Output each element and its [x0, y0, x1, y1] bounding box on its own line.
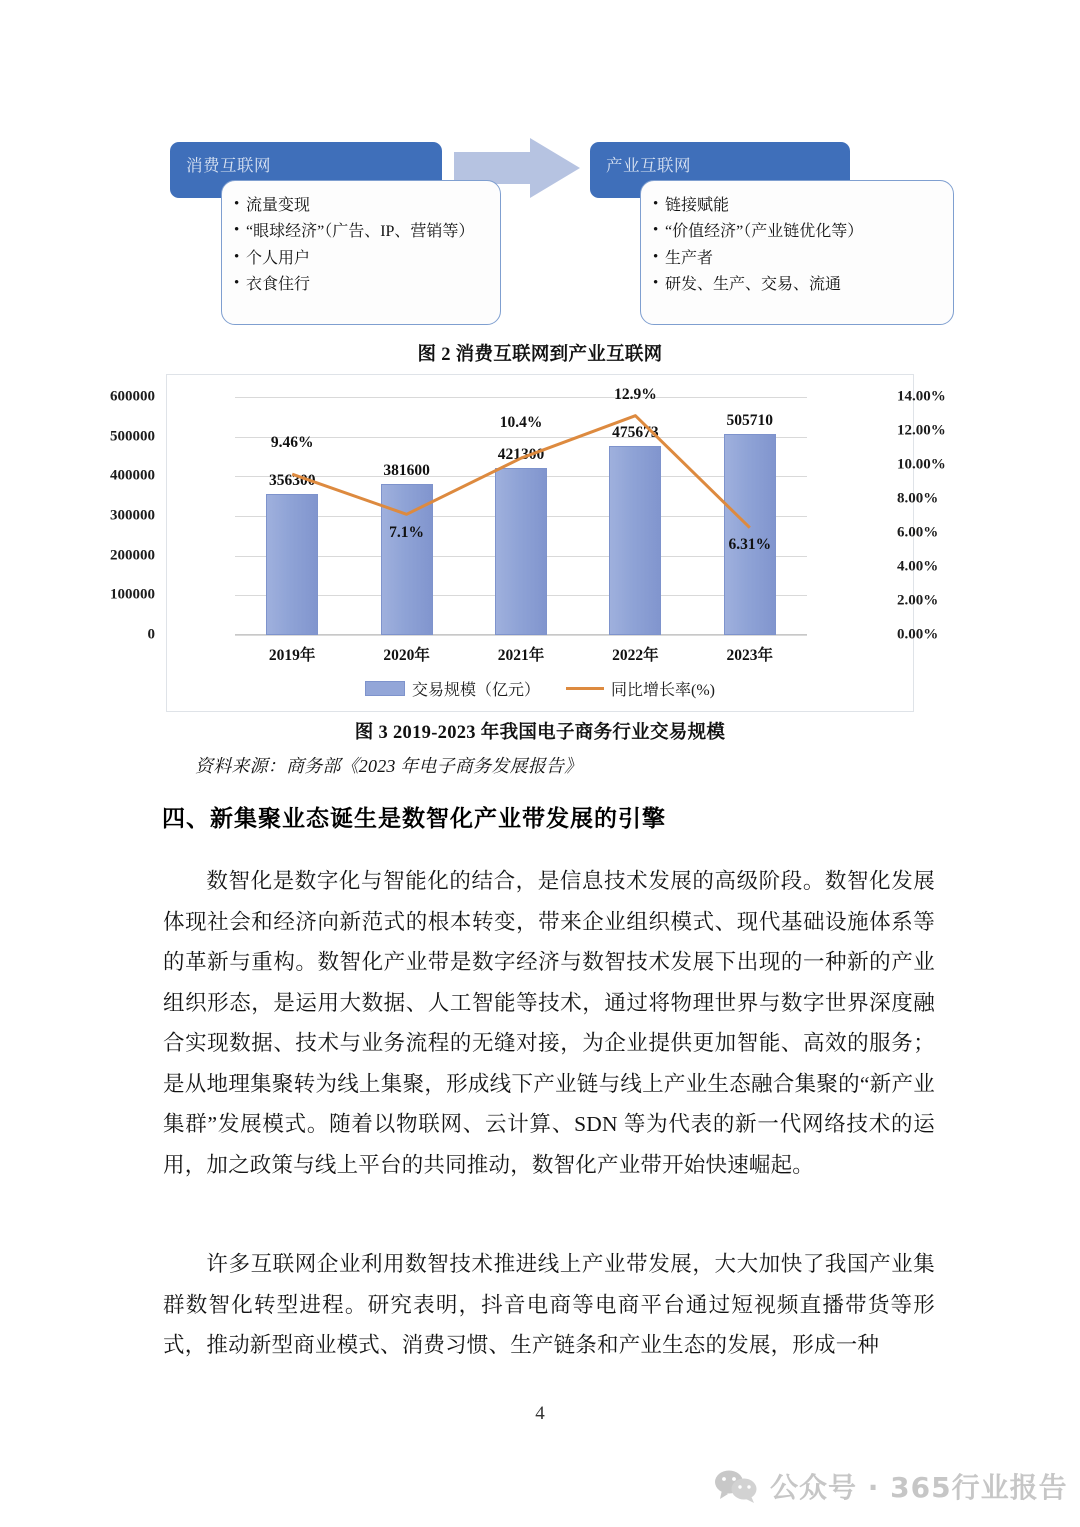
chart-line-value-label: 9.46% — [270, 434, 314, 452]
chart-y2-tick: 0.00% — [897, 626, 939, 643]
list-item: • “价值经济”（产业链优化等） — [651, 220, 945, 244]
legend-item-bar — [365, 677, 540, 700]
chart-y2-tick: 12.00% — [897, 422, 946, 439]
chart-y2-tick: 14.00% — [897, 388, 946, 405]
chart-x-tick: 2020年 — [383, 647, 430, 664]
chart-bar-value-label: 356300 — [268, 471, 316, 489]
chart-x-tick: 2022年 — [612, 647, 659, 664]
diagram-right-header-label: 产业互联网 — [606, 157, 691, 175]
body-paragraph-1 — [163, 861, 935, 1185]
chart-y2-tick: 4.00% — [897, 558, 939, 575]
figure-3-chart — [110, 374, 946, 712]
chart-bar-value-label: 421300 — [497, 445, 545, 463]
figure-2-caption: 图 2 消费互联网到产业互联网 — [417, 345, 663, 365]
chart-bar-value-label: 505710 — [726, 412, 774, 430]
legend-swatch-bar-icon — [365, 681, 405, 696]
list-item: • 个人用户 — [232, 247, 492, 271]
chart-bar-value-label: 475673 — [612, 424, 659, 442]
chart-y-tick: 200000 — [110, 547, 155, 564]
legend-item-line — [566, 677, 715, 700]
paragraph-text: 数智化是数字化与智能化的结合，是信息技术发展的高级阶段。数智化发展体现社会和经济向新范式的根本转变，带来企业组织模式、现代基础设施体系等的革新与重构。数智化产业带是数字经济与数智技术发展下出现的一种新的产业组织形态，是运用大数据、人工智能等技术，通过将物理世界与数字世界深度融合实现数据、技术与业务流程的无缝对接，为企业提供更加智能、高效的服务；是从地理集聚转为线上集聚，形成线下产业链与线上产业生态融合集聚的“新产业集群”发展模式。随着以物联网、云计算、SDN 等为代表的新一代网络技术的运用，加之政策与线上平台的共同推动，数智化产业带开始快速崛起。 — [163, 869, 935, 1177]
chart-line-series — [235, 397, 807, 635]
diagram-right-body — [640, 180, 954, 325]
chart-legend — [167, 675, 913, 701]
legend-label-line: 同比增长率(%) — [611, 681, 715, 699]
chart-x-tick: 2019年 — [268, 647, 316, 664]
chart-line-value-label: 6.31% — [728, 535, 772, 553]
diagram-left-body — [221, 180, 501, 325]
chart-line-value-label: 10.4% — [499, 414, 543, 432]
chart-line-value-label: 12.9% — [614, 385, 657, 403]
figure-3-source: 资料来源：商务部《2023 年电子商务发展报告》 — [195, 756, 583, 776]
list-item: • 衣食住行 — [232, 273, 492, 297]
chart-line-value-label: 7.1% — [389, 524, 425, 542]
diagram-left-header-label: 消费互联网 — [186, 157, 271, 175]
chart-gridline — [235, 635, 807, 636]
figure-3-caption: 图 3 2019-2023 年我国电子商务行业交易规模 — [354, 723, 726, 743]
list-item: • 流量变现 — [232, 194, 492, 218]
page-number: 4 — [535, 1403, 545, 1424]
legend-swatch-line-icon — [566, 687, 604, 690]
chart-y-tick: 600000 — [110, 388, 155, 405]
watermark-text: 公众号 · 365行业报告 — [770, 1471, 1068, 1504]
chart-x-tick: 2021年 — [497, 647, 545, 664]
wechat-icon — [714, 1469, 758, 1503]
figure-2-diagram — [160, 132, 940, 332]
chart-y-tick: 100000 — [110, 586, 155, 603]
chart-y-tick: 400000 — [110, 467, 155, 484]
chart-y2-tick: 10.00% — [897, 456, 946, 473]
list-item: • 生产者 — [651, 247, 945, 271]
list-item: • 研发、生产、交易、流通 — [651, 273, 945, 297]
chart-x-tick: 2023年 — [726, 647, 774, 664]
chart-plot-area — [110, 385, 946, 643]
list-item: • 链接赋能 — [651, 194, 945, 218]
chart-x-tick-labels — [235, 643, 807, 667]
chart-y2-tick: 2.00% — [897, 592, 939, 609]
legend-label-bar: 交易规模（亿元） — [411, 681, 540, 699]
chart-y-tick: 500000 — [110, 428, 155, 445]
watermark — [714, 1466, 1068, 1506]
chart-y-tick: 300000 — [110, 507, 155, 524]
paragraph-text: 许多互联网企业利用数智技术推进线上产业带发展，大大加快了我国产业集群数智化转型进程。研究表明，抖音电商等电商平台通过短视频直播带货等形式，推动新型商业模式、消费习惯、生产链条和产业生态的发展，形成一种 — [163, 1252, 935, 1357]
chart-y-tick: 0 — [147, 626, 155, 643]
section-heading: 四、新集聚业态诞生是数智化产业带发展的引擎 — [162, 806, 666, 832]
chart-y2-tick: 6.00% — [897, 524, 939, 541]
chart-y2-tick: 8.00% — [897, 490, 939, 507]
list-item: • “眼球经济”（广告、IP、营销等） — [232, 220, 492, 244]
chart-bar-value-label: 381600 — [383, 461, 430, 479]
body-paragraph-2 — [163, 1244, 935, 1366]
